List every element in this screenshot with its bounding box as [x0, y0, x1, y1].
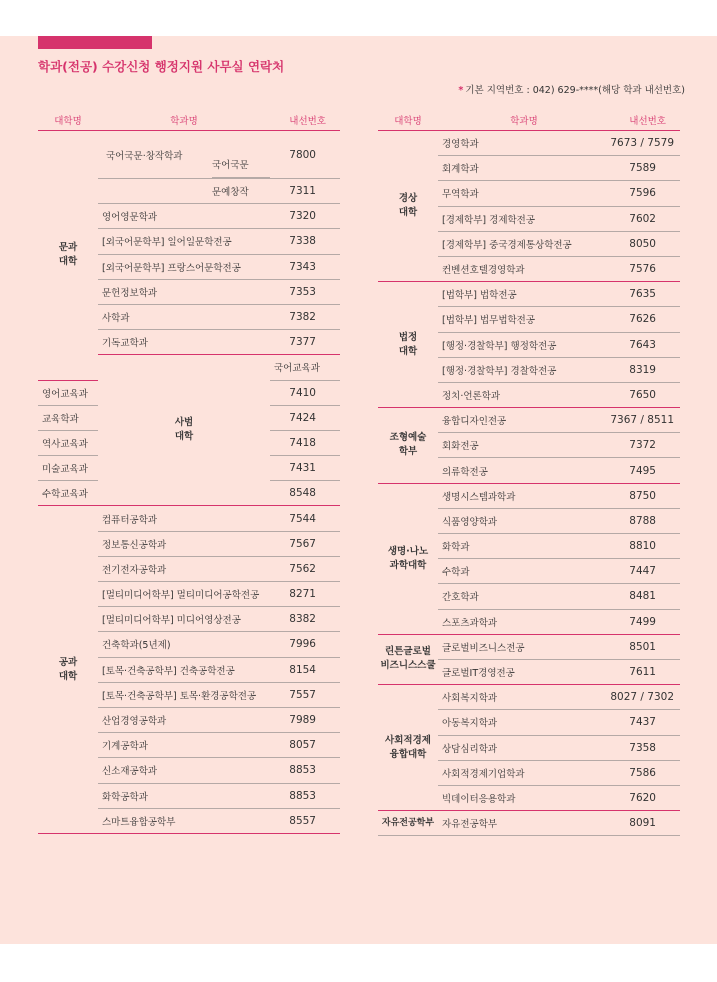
- ext-number: 7377: [270, 330, 340, 355]
- ext-number: 7424: [270, 405, 340, 430]
- dept-name: 교육학과: [38, 405, 98, 430]
- dept-name: 사회적경제기업학과: [438, 760, 610, 785]
- ext-number: 7499: [610, 609, 680, 634]
- college-name: 자유전공학부: [378, 811, 438, 836]
- dept-name: 회화전공: [438, 433, 610, 458]
- ext-number: 7343: [270, 254, 340, 279]
- ext-number: 7353: [270, 279, 340, 304]
- ext-number: 7620: [610, 785, 680, 810]
- ext-number: 7557: [270, 682, 340, 707]
- dept-name: 간호학과: [438, 584, 610, 609]
- note-star: *: [458, 85, 464, 96]
- ext-number: 8057: [270, 733, 340, 758]
- dept-name: [외국어문학부] 일어일문학전공: [98, 229, 270, 254]
- table-row: [378, 483, 680, 508]
- ext-number: 7643: [610, 332, 680, 357]
- ext-number: 7996: [270, 632, 340, 657]
- ext-number: 8853: [270, 758, 340, 783]
- dept-name: 화학공학과: [98, 783, 270, 808]
- ext-number: 7495: [610, 458, 680, 483]
- left-contact-table: [38, 110, 340, 834]
- ext-number: 8154: [270, 657, 340, 682]
- sub-dept: 국어국문: [212, 154, 270, 178]
- dept-name: 스마트융합공학부: [98, 808, 270, 833]
- dept-name: [98, 131, 270, 179]
- ext-number: 7562: [270, 556, 340, 581]
- college-name: 사회적경제 융합대학: [378, 685, 438, 811]
- ext-number: 8091: [610, 811, 680, 836]
- dept-name: 사학과: [98, 304, 270, 329]
- ext-number: 7320: [270, 204, 340, 229]
- dept-name: 건축학과(5년제): [98, 632, 270, 657]
- dept-name: 미술교육과: [38, 456, 98, 481]
- dept-name: 국어교육과: [270, 355, 340, 380]
- dept-name: 아동복지학과: [438, 710, 610, 735]
- ext-number: 7602: [610, 206, 680, 231]
- dept-name: 화학과: [438, 534, 610, 559]
- sub-dept: 문예창작: [212, 187, 249, 199]
- ext-number: 8481: [610, 584, 680, 609]
- dept-name: [경제학부] 경제학전공: [438, 206, 610, 231]
- ext-number: 8557: [270, 808, 340, 833]
- dept-name: 전기전자공학과: [98, 556, 270, 581]
- ext-number: 7586: [610, 760, 680, 785]
- dept-name: [행정·경찰학부] 경찰학전공: [438, 357, 610, 382]
- table-row: [378, 811, 680, 836]
- dept-name: 영어영문학과: [98, 204, 270, 229]
- ext-number: 7437: [610, 710, 680, 735]
- table-row: [38, 131, 340, 179]
- college-name: 문과 대학: [38, 131, 98, 381]
- phone-note: [458, 82, 685, 96]
- ext-number: 7626: [610, 307, 680, 332]
- header-ext: 내선번호: [270, 110, 340, 131]
- college-name: 경상 대학: [378, 131, 438, 282]
- ext-number: 8750: [610, 483, 680, 508]
- dept-name: 기계공학과: [98, 733, 270, 758]
- college-name: 린튼글로벌 비즈니스스쿨: [378, 634, 438, 684]
- ext-number: 7611: [610, 659, 680, 684]
- ext-number: 7576: [610, 256, 680, 281]
- dept-name: 문헌정보학과: [98, 279, 270, 304]
- dept-name: [경제학부] 중국경제통상학전공: [438, 231, 610, 256]
- dept-name: 융합디자인전공: [438, 408, 610, 433]
- dept-name: 산업경영공학과: [98, 707, 270, 732]
- dept-name: 수학교육과: [38, 481, 98, 506]
- ext-number: 8853: [270, 783, 340, 808]
- page-title: 학과(전공) 수강신청 행정지원 사무실 연락처: [38, 59, 285, 74]
- college-name: 사범 대학: [98, 355, 270, 506]
- dept-name: 컨벤션호텔경영학과: [438, 256, 610, 281]
- dept-name: 정보통신공학과: [98, 531, 270, 556]
- header-college: 대학명: [378, 110, 438, 131]
- header-dept: 학과명: [98, 110, 270, 131]
- dept-name: [토목·건축공학부] 토목·환경공학전공: [98, 682, 270, 707]
- ext-number: 7358: [610, 735, 680, 760]
- ext-number: 7589: [610, 156, 680, 181]
- ext-number: 7447: [610, 559, 680, 584]
- dept-name: 생명시스템과학과: [438, 483, 610, 508]
- ext-number: 7410: [270, 380, 340, 405]
- table-row: [38, 506, 340, 531]
- dept-name: 회계학과: [438, 156, 610, 181]
- header-ext: 내선번호: [610, 110, 680, 131]
- ext-number: 8319: [610, 357, 680, 382]
- ext-number: 8810: [610, 534, 680, 559]
- right-contact-table: [378, 110, 680, 836]
- table-row: [378, 408, 680, 433]
- dept-name: 글로벌비즈니스전공: [438, 634, 610, 659]
- ext-number: 8382: [270, 607, 340, 632]
- note-text: 기본 지역번호 : 042) 629-****(해당 학과 내선번호): [465, 85, 685, 96]
- ext-number: 7650: [610, 382, 680, 407]
- ext-number: 8501: [610, 634, 680, 659]
- dept-name: [법학부] 법무법학전공: [438, 307, 610, 332]
- ext-number: 7567: [270, 531, 340, 556]
- ext-number: 8050: [610, 231, 680, 256]
- ext-number: 7431: [270, 456, 340, 481]
- dept-name: 스포츠과학과: [438, 609, 610, 634]
- dept-name: 상담심리학과: [438, 735, 610, 760]
- ext-number: 8271: [270, 582, 340, 607]
- table-row: [378, 634, 680, 659]
- ext-number: 8548: [270, 481, 340, 506]
- dept-name: 글로벌IT경영전공: [438, 659, 610, 684]
- dept-name: 역사교육과: [38, 430, 98, 455]
- ext-number: 7989: [270, 707, 340, 732]
- college-name: 생명·나노 과학대학: [378, 483, 438, 634]
- table-row: [378, 685, 680, 710]
- dept-name: 의류학전공: [438, 458, 610, 483]
- accent-bar: [38, 36, 152, 49]
- dept-name: 기독교학과: [98, 330, 270, 355]
- college-name: 공과 대학: [38, 506, 98, 833]
- ext-number: 8027 / 7302: [610, 685, 680, 710]
- dept-name: [98, 179, 270, 204]
- ext-number: 7544: [270, 506, 340, 531]
- ext-number: 7596: [610, 181, 680, 206]
- dept-name: 신소재공학과: [98, 758, 270, 783]
- dept-name: 무역학과: [438, 181, 610, 206]
- dept-name: [멀티미디어학부] 미디어영상전공: [98, 607, 270, 632]
- dept-name: 식품영양학과: [438, 508, 610, 533]
- dept-name: 빅데이터응용학과: [438, 785, 610, 810]
- dept-name: 사회복지학과: [438, 685, 610, 710]
- dept-name: 자유전공학부: [438, 811, 610, 836]
- table-row: [378, 282, 680, 307]
- college-name: 조형예술 학부: [378, 408, 438, 484]
- ext-number: 7338: [270, 229, 340, 254]
- ext-number: 7418: [270, 430, 340, 455]
- dept-name: [외국어문학부] 프랑스어문학전공: [98, 254, 270, 279]
- college-name: 법정 대학: [378, 282, 438, 408]
- dept-name: [행정·경찰학부] 행정학전공: [438, 332, 610, 357]
- ext-number: 7635: [610, 282, 680, 307]
- dept-name: [멀티미디어학부] 멀티미디어공학전공: [98, 582, 270, 607]
- dept-name: [토목·건축공학부] 건축공학전공: [98, 657, 270, 682]
- header-college: 대학명: [38, 110, 98, 131]
- ext-number: 7367 / 8511: [610, 408, 680, 433]
- dept-name-korean: 국어국문·창작학과: [106, 151, 183, 162]
- ext-number: 7382: [270, 304, 340, 329]
- ext-number: 7673 / 7579: [610, 131, 680, 156]
- table-row: [378, 131, 680, 156]
- ext-number: 7311: [270, 179, 340, 204]
- ext-number: 8788: [610, 508, 680, 533]
- ext-number: 7800: [270, 131, 340, 179]
- header-dept: 학과명: [438, 110, 610, 131]
- dept-name: 컴퓨터공학과: [98, 506, 270, 531]
- dept-name: 영어교육과: [38, 380, 98, 405]
- dept-name: 정치·언론학과: [438, 382, 610, 407]
- dept-name: 수학과: [438, 559, 610, 584]
- ext-number: 7372: [610, 433, 680, 458]
- dept-name: [법학부] 법학전공: [438, 282, 610, 307]
- dept-name: 경영학과: [438, 131, 610, 156]
